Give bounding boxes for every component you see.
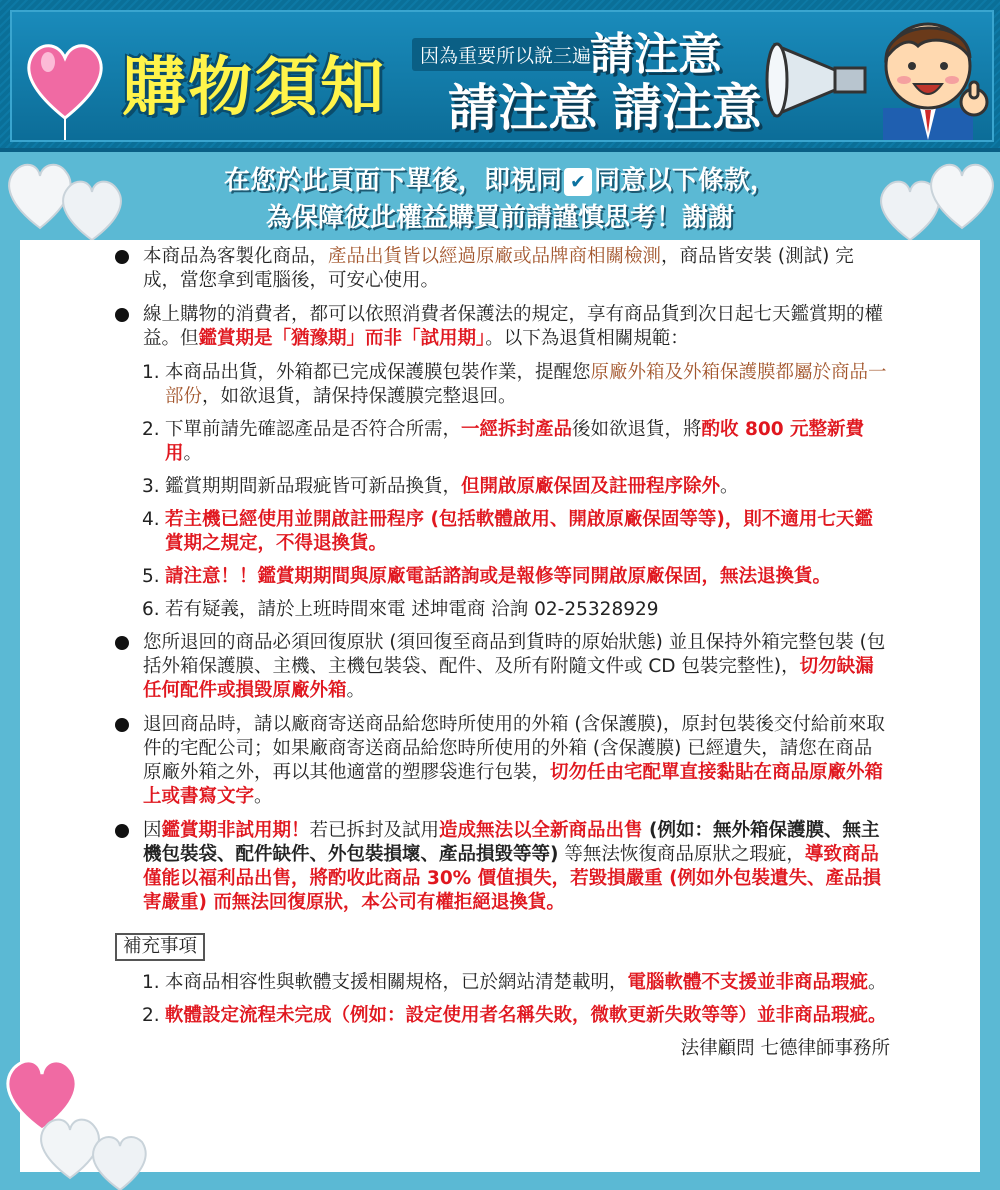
highlight-text: 切勿缺漏任何配件或損毀原廠外箱 xyxy=(143,656,874,701)
text: 因 xyxy=(143,820,162,841)
item-number: 2. xyxy=(142,1005,160,1026)
text: 下單前請先確認產品是否符合所需， xyxy=(165,419,462,440)
highlight-text: 酌收 800 元整新費用 xyxy=(165,419,865,464)
text: 您所退回的商品必須回復原狀 (須回復至商品到貨時的原始狀態) 並且保持外箱完整包裝 (包括外箱保護膜、主機、主機包裝袋、配件、及所有附隨文件或 CD 包裝完整性)， xyxy=(143,632,886,677)
because-label: 因為重要所以說三遍 xyxy=(412,38,599,71)
term-paragraph-4 xyxy=(115,713,890,809)
highlight-text: 鑑賞期非試用期！ xyxy=(161,820,310,841)
text: 。 xyxy=(868,972,887,993)
bullet-icon xyxy=(115,308,129,322)
highlight-text: 造成無法以全新商品出售 xyxy=(439,820,643,841)
highlight-text: 但開啟原廠保固及註冊程序除外 xyxy=(461,476,721,497)
item-number: 6. xyxy=(142,599,160,620)
text: 本商品相容性與軟體支援相關規格，已於網站清楚載明， xyxy=(165,972,628,993)
banner-line-1-text-b: 同意以下條款， xyxy=(594,166,777,196)
header xyxy=(0,0,1000,152)
terms-content xyxy=(115,245,890,1061)
highlight-text: 切勿任由宅配單直接黏貼在商品原廠外箱上或書寫文字 xyxy=(143,762,884,807)
bullet-icon xyxy=(115,824,129,838)
highlight-text: 一經拆封產品 xyxy=(461,419,573,440)
text: ，如欲退貨，請保持保護膜完整退回。 xyxy=(202,386,517,407)
text: 本商品出貨，外箱都已完成保護膜包裝作業，提醒您 xyxy=(165,362,591,383)
item-number: 3. xyxy=(142,476,160,497)
attention-text-2: 請注意 xyxy=(448,79,598,137)
supplement-rule-2 xyxy=(115,1004,890,1028)
text: 退回商品時，請以廠商寄送商品給您時所使用的外箱 (含保護膜)，原封包裝後交付給前來取件的宅配公司；如果廠商寄送商品給您時所使用的外箱 (含保護膜) 已經遺失，請您在商品原廠外箱之外，再以其他適當的塑膠袋進行包裝， xyxy=(143,714,885,783)
attention-text-1: 請注意 xyxy=(590,29,722,80)
item-number: 5. xyxy=(142,566,160,587)
return-rule-5 xyxy=(115,565,890,589)
text: 。以下為退貨相關規範： xyxy=(485,328,689,349)
banner-line-1 xyxy=(0,160,1000,197)
text: 若有疑義，請於上班時間來電 述坤電商 洽詢 02-25328929 xyxy=(165,599,659,620)
term-paragraph-3 xyxy=(115,631,890,703)
text: 若已拆封及試用 xyxy=(309,820,440,841)
text: 。 xyxy=(720,476,739,497)
bold-text: (例如：無外箱保護膜、無主機包裝袋、配件缺件、外包裝損壞、產品損毀等等) xyxy=(143,820,880,865)
return-rule-4 xyxy=(115,508,890,556)
return-rule-1 xyxy=(115,361,890,409)
bullet-icon xyxy=(115,718,129,732)
text: 後如欲退貨，將 xyxy=(572,419,702,440)
page-title: 購物須知 xyxy=(122,51,386,125)
return-rule-2 xyxy=(115,418,890,466)
term-paragraph-1 xyxy=(115,245,890,293)
item-number: 1. xyxy=(142,362,160,383)
supplement-label: 補充事項 xyxy=(115,933,205,961)
item-number: 4. xyxy=(142,509,160,530)
highlight-text: 電腦軟體不支援並非商品瑕疵 xyxy=(627,972,869,993)
item-number: 2. xyxy=(142,419,160,440)
text: 鑑賞期期間新品瑕疵皆可新品換貨， xyxy=(165,476,462,497)
text: 線上購物的消費者，都可以依照消費者保護法的規定，享有商品貨到次日起七天鑑賞期的權益。但 xyxy=(143,304,884,349)
text: 等無法恢復商品原狀之瑕疵， xyxy=(558,844,805,865)
banner-line-1-text-a: 在您於此頁面下單後，即視同 xyxy=(223,166,562,196)
highlight-text: 鑑賞期是「猶豫期」而非「試用期」 xyxy=(198,328,486,349)
bullet-icon xyxy=(115,636,129,650)
highlight-text: 若主機已經使用並開啟註冊程序 (包括軟體啟用、開啟原廠保固等等)，則不適用七天鑑賞期之規定，不得退換貨。 xyxy=(165,509,873,554)
highlight-text: 導致商品僅能以福利品出售，將酌收此商品 30% 價值損失，若毀損嚴重 (例如外包裝遺失、產品損害嚴重) 而無法回復原狀，本公司有權拒絕退換貨。 xyxy=(143,844,882,913)
highlight-text: 產品出貨皆以經過原廠或品牌商相關檢測 xyxy=(328,246,662,267)
checkbox-icon: ✔ xyxy=(564,168,592,196)
text: 。 xyxy=(183,443,203,464)
banner-line-2: 為保障彼此權益購買前請謹慎思考！謝謝 xyxy=(265,203,734,233)
highlight-text: 軟體設定流程未完成（例如：設定使用者名稱失敗，微軟更新失敗等等）並非商品瑕疵。 xyxy=(165,1005,887,1026)
cartoon-man-icon xyxy=(858,8,993,140)
hearts-bottom-left-icon xyxy=(0,1050,150,1190)
supplement-rule-1 xyxy=(115,971,890,995)
return-rule-6 xyxy=(115,598,890,622)
attention-text-3: 請注意 xyxy=(612,79,762,137)
agreement-banner xyxy=(0,152,1000,242)
item-number: 1. xyxy=(142,972,160,993)
highlight-text: 請注意！！鑑賞期期間與原廠電話諮詢或是報修等同開啟原廠保固，無法退換貨。 xyxy=(165,566,832,587)
text: 。 xyxy=(346,680,366,701)
text: ，商品皆安裝 (測試) 完成，當您拿到電腦後，可安心使用。 xyxy=(143,246,854,291)
text: 。 xyxy=(254,786,273,807)
return-rule-3 xyxy=(115,475,890,499)
text: 本商品為客製化商品， xyxy=(143,246,329,267)
legal-advisor-signature: 法律顧問 七德律師事務所 xyxy=(680,1038,890,1059)
highlight-text: 原廠外箱及外箱保護膜都屬於商品一部份 xyxy=(165,362,887,407)
term-paragraph-5 xyxy=(115,819,890,915)
term-paragraph-2 xyxy=(115,303,890,351)
bullet-icon xyxy=(115,250,129,264)
pink-heart-balloon-icon xyxy=(20,30,110,140)
